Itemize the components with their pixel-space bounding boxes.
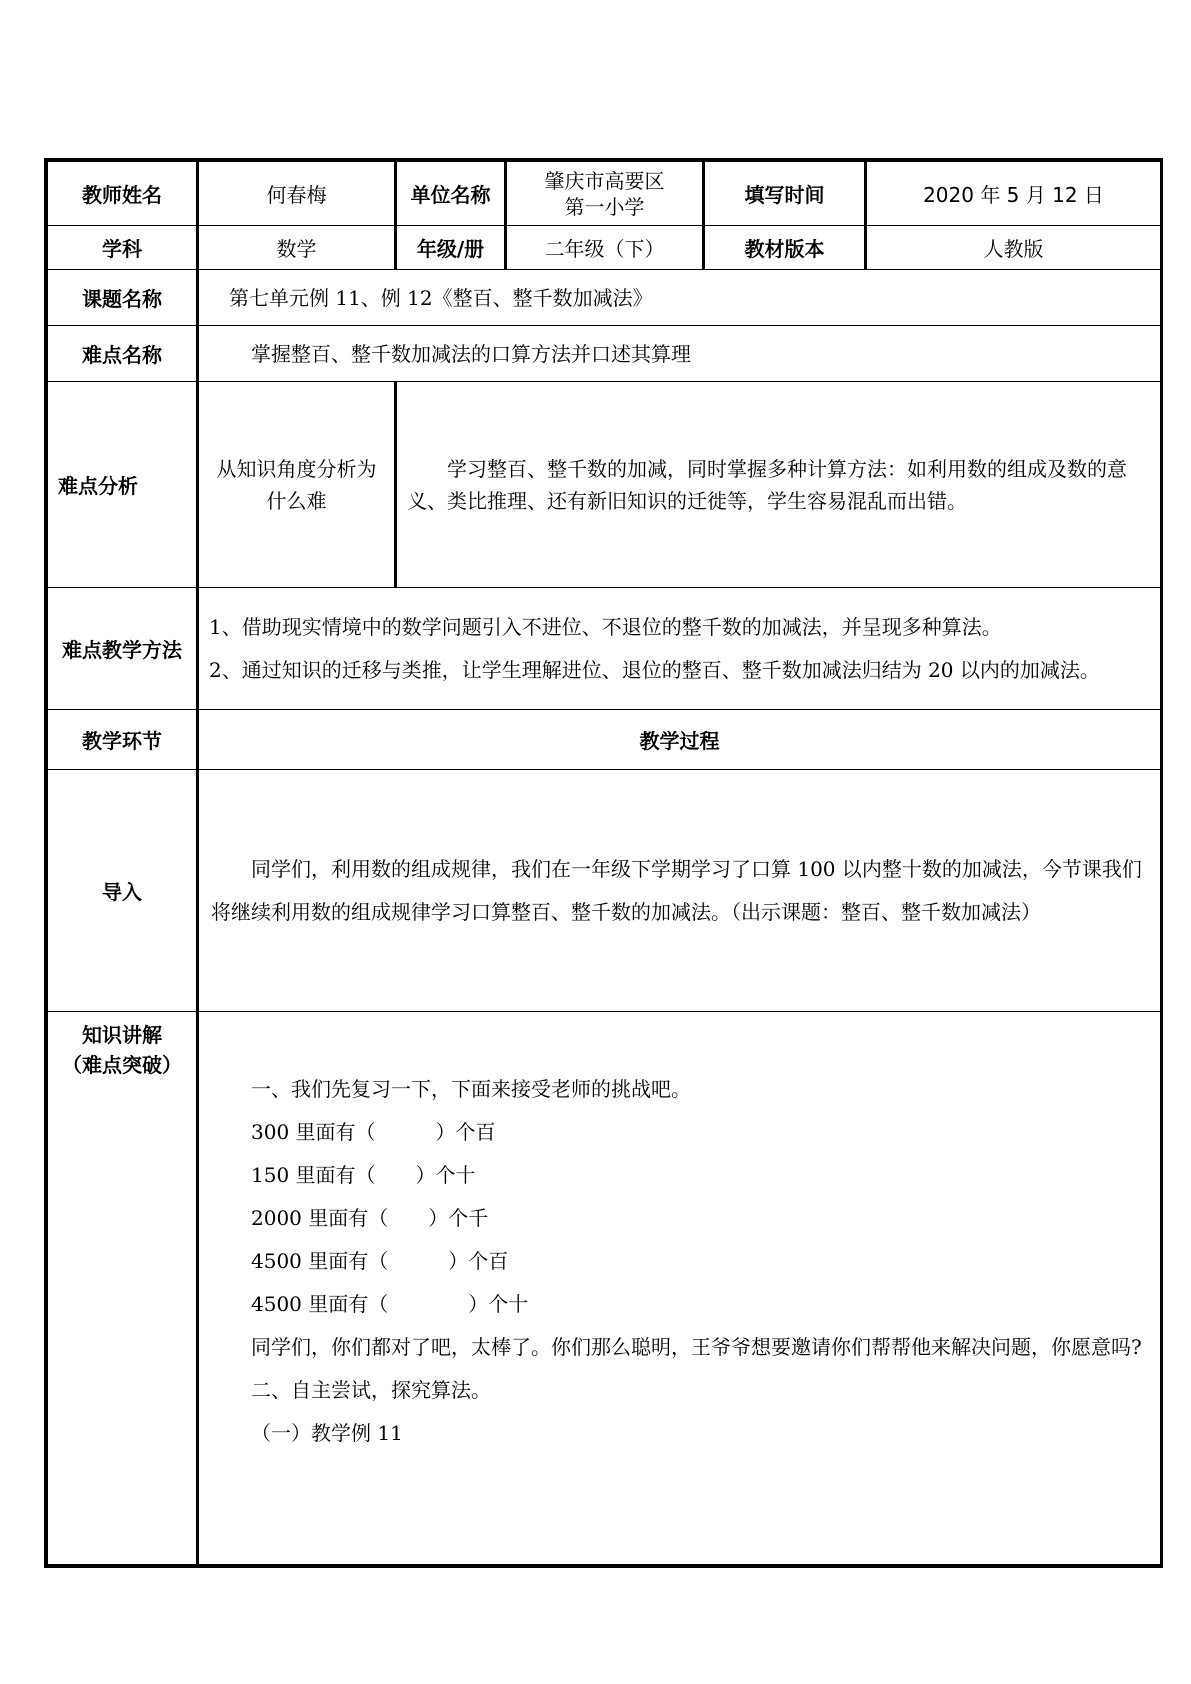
knowledge-label-line2: （难点突破） [62, 1053, 182, 1077]
knowledge-line: 2000 里面有（ ）个千 [251, 1206, 489, 1230]
unit-label: 单位名称 [396, 162, 506, 226]
unit-value-line1: 肇庆市高要区 [544, 168, 665, 193]
knowledge-line: 同学们，你们都对了吧，太棒了。你们那么聪明，王爷爷想要邀请你们帮帮他来解决问题，你愿意吗? [251, 1335, 1142, 1359]
knowledge-label-line1: 知识讲解 [82, 1023, 162, 1047]
knowledge-line: 4500 里面有（ ）个百 [251, 1249, 509, 1273]
knowledge-line: 一、我们先复习一下，下面来接受老师的挑战吧。 [251, 1077, 691, 1101]
topic-row [48, 270, 1161, 326]
teacher-label: 教师姓名 [48, 162, 198, 226]
difficulty-label: 难点名称 [48, 326, 198, 382]
subject-row [48, 226, 1161, 270]
edition-label: 教材版本 [704, 226, 866, 270]
knowledge-line: 二、自主尝试，探究算法。 [251, 1378, 491, 1402]
difficulty-row [48, 326, 1161, 382]
header-row [48, 162, 1161, 226]
analysis-sub-label: 从知识角度分析为什么难 [198, 382, 396, 588]
section-header-row [48, 710, 1161, 770]
method-item: 1、借助现实情境中的数学问题引入不进位、不退位的整千数的加减法，并呈现多种算法。 [209, 614, 1002, 639]
analysis-content [396, 382, 1161, 588]
analysis-text: 学习整百、整千数的加减，同时掌握多种计算方法：如利用数的组成及数的意义、类比推理、还有新旧知识的迁徙等，学生容易混乱而出错。 [407, 456, 1127, 513]
knowledge-label [48, 1012, 198, 1565]
method-row [48, 588, 1161, 710]
section-left-label: 教学环节 [48, 710, 198, 770]
unit-value [506, 162, 704, 226]
lesson-plan-table [47, 161, 1161, 1565]
method-content [198, 588, 1161, 710]
intro-content [198, 770, 1161, 1012]
lesson-plan-sheet [44, 158, 1163, 1568]
intro-label: 导入 [48, 770, 198, 1012]
knowledge-row [48, 1012, 1161, 1565]
knowledge-line: （一）教学例 11 [251, 1421, 403, 1445]
section-right-label: 教学过程 [198, 710, 1161, 770]
analysis-label: 难点分析 [48, 382, 198, 588]
subject-label: 学科 [48, 226, 198, 270]
knowledge-line: 150 里面有（ ）个十 [251, 1163, 476, 1187]
analysis-row [48, 382, 1161, 588]
intro-row [48, 770, 1161, 1012]
subject-value: 数学 [198, 226, 396, 270]
grade-label: 年级/册 [396, 226, 506, 270]
topic-label: 课题名称 [48, 270, 198, 326]
method-item: 2、通过知识的迁移与类推，让学生理解进位、退位的整百、整千数加减法归结为 20 以内的加减法。 [209, 657, 1100, 682]
edition-value: 人教版 [866, 226, 1161, 270]
date-label: 填写时间 [704, 162, 866, 226]
date-value: 2020 年 5 月 12 日 [866, 162, 1161, 226]
topic-value: 第七单元例 11、例 12《整百、整千数加减法》 [198, 270, 1161, 326]
teacher-value: 何春梅 [198, 162, 396, 226]
intro-text: 同学们，利用数的组成规律，我们在一年级下学期学习了口算 100 以内整十数的加减法，今节课我们将继续利用数的组成规律学习口算整百、整千数的加减法。（出示课题：整百、整千数加减法） [211, 856, 1142, 924]
difficulty-value: 掌握整百、整千数加减法的口算方法并口述其算理 [198, 326, 1161, 382]
method-label: 难点教学方法 [48, 588, 198, 710]
grade-value: 二年级（下） [506, 226, 704, 270]
knowledge-line: 4500 里面有（ ）个十 [251, 1292, 529, 1316]
unit-value-line2: 第一小学 [564, 194, 645, 219]
knowledge-line: 300 里面有（ ）个百 [251, 1120, 496, 1144]
knowledge-content [198, 1012, 1161, 1565]
